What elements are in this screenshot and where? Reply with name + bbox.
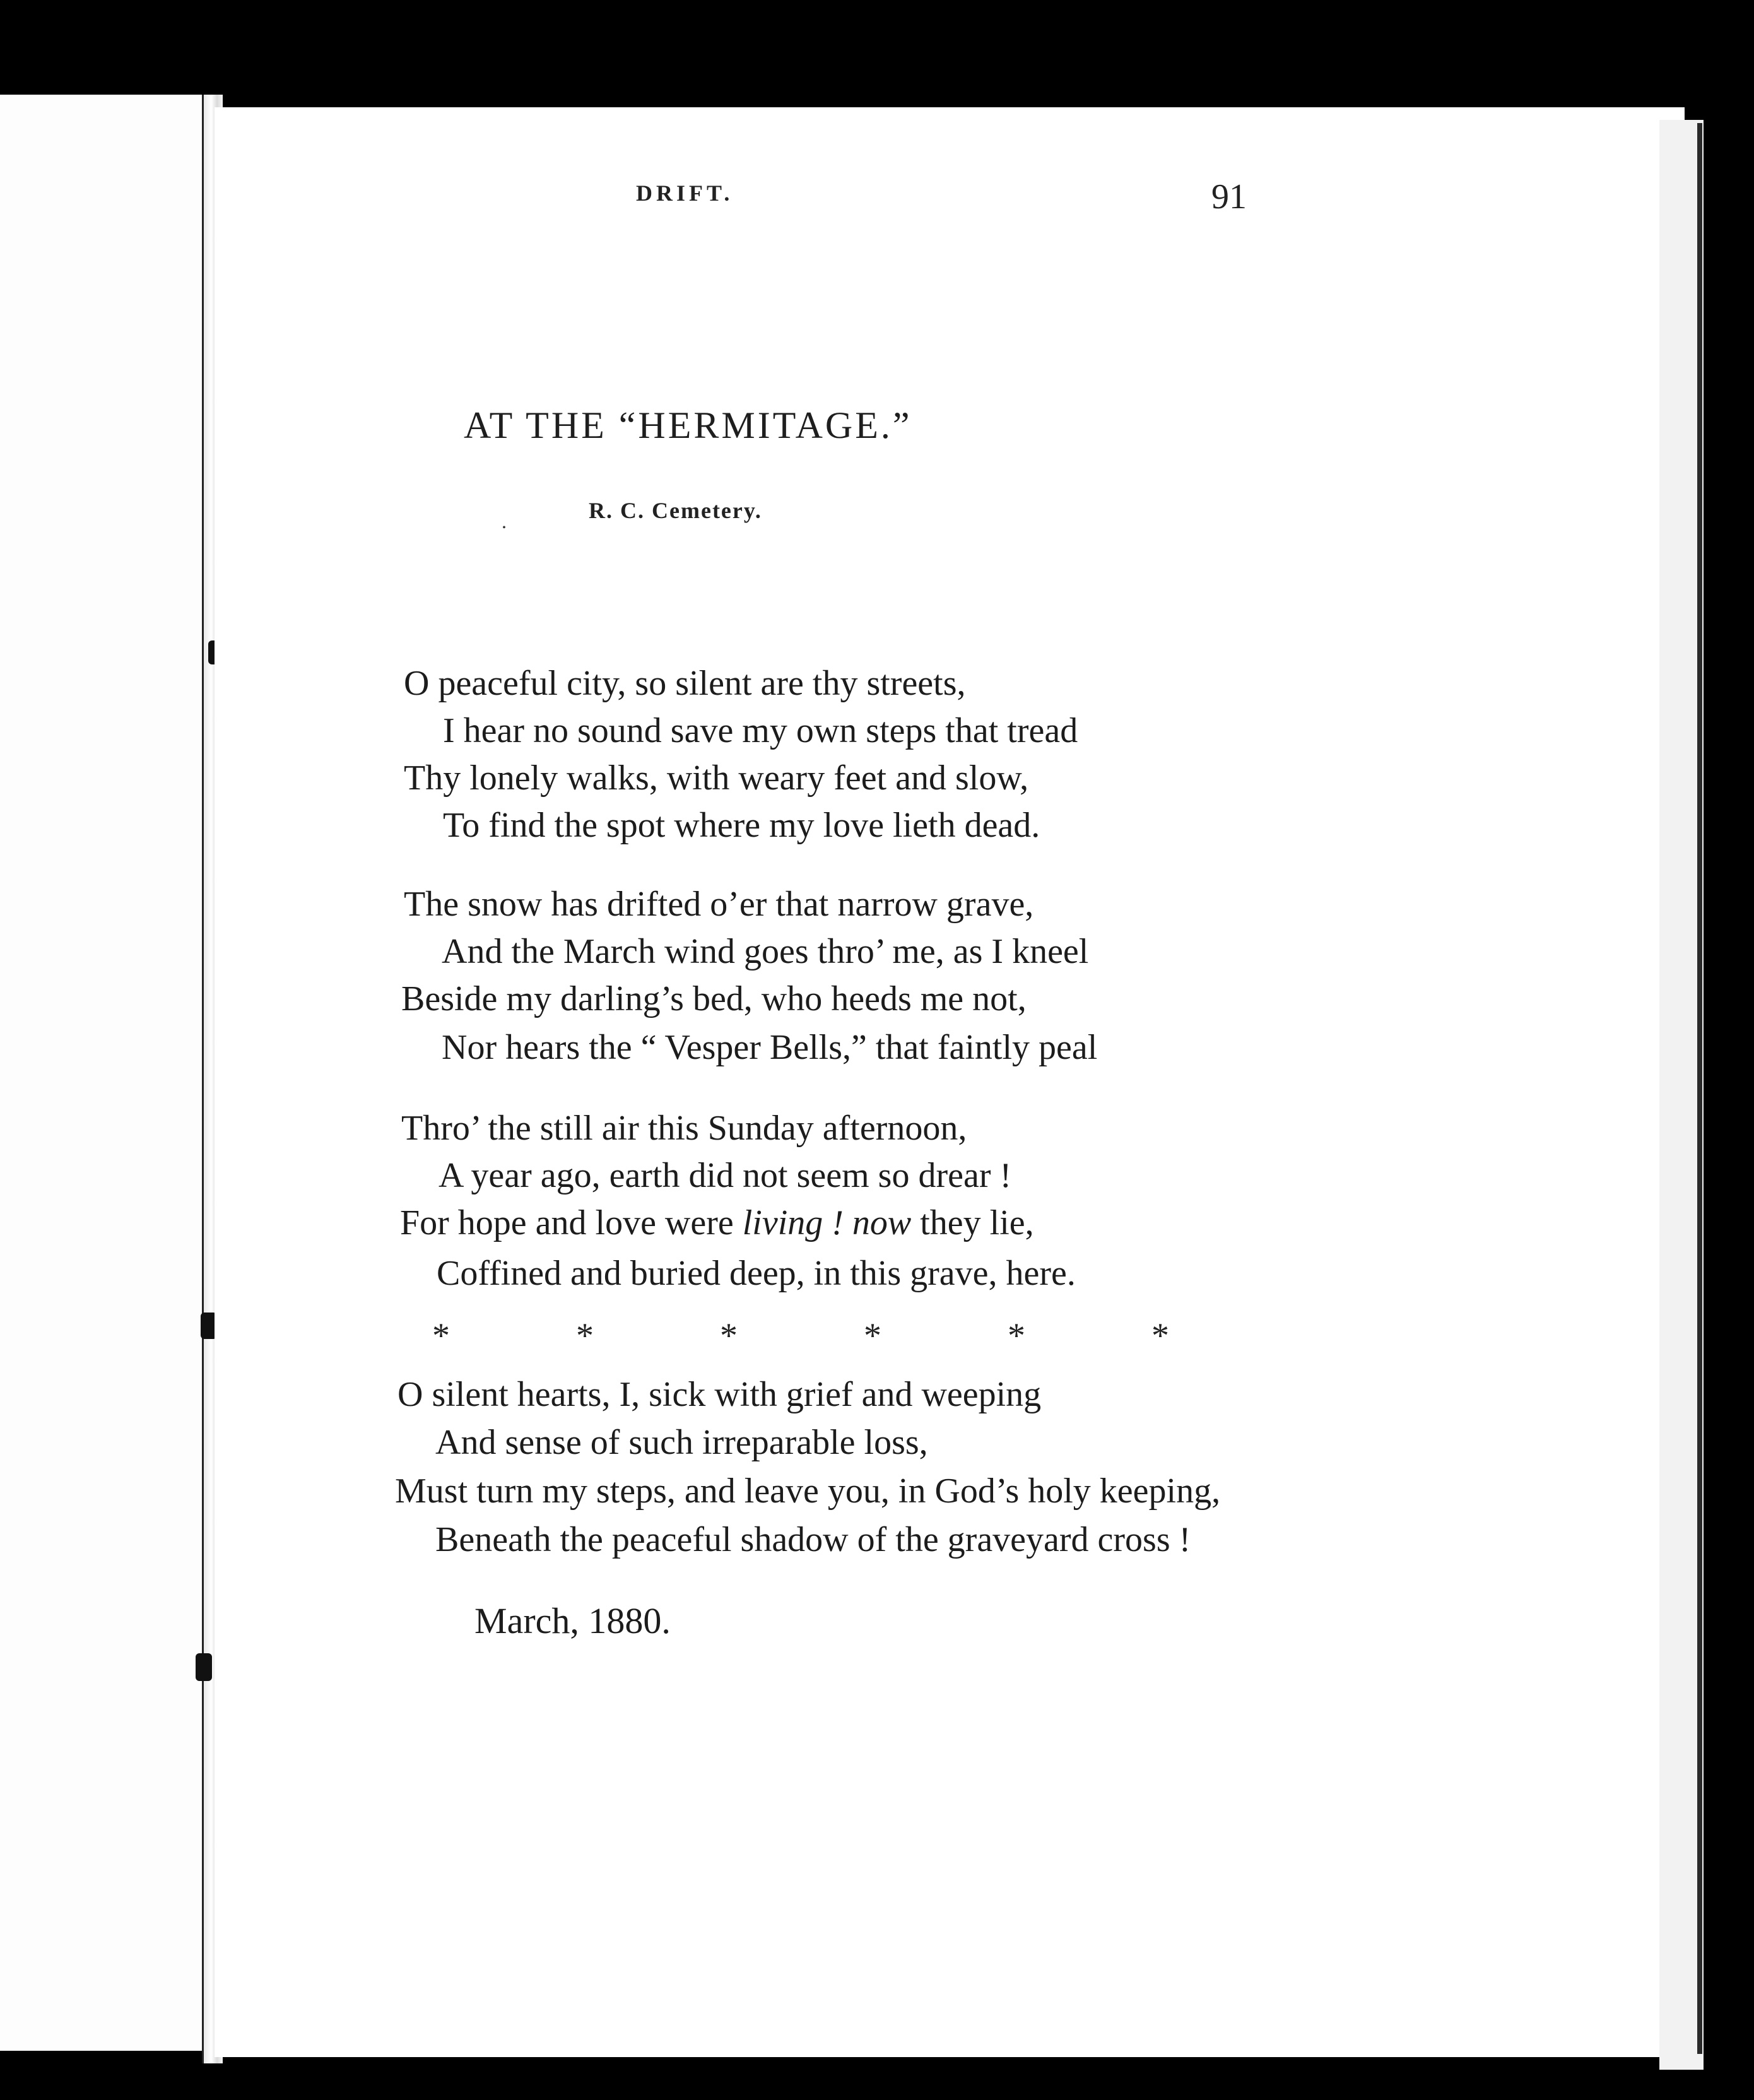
section-separator [432,1316,1295,1356]
poem-line: Beneath the peaceful shadow of the graveyard cross ! [435,1520,1191,1559]
separator-asterisk: * [720,1316,738,1355]
stray-mark: . [502,510,507,533]
poem-line: And sense of such irreparable loss, [435,1423,928,1462]
poem-subtitle: R. C. Cemetery. [589,498,762,523]
poem-line: And the March wind goes thro’ me, as I kneel [442,932,1089,971]
separator-asterisk: * [1008,1316,1025,1355]
poem-line-mixed [400,1205,1034,1241]
binding-stitch [196,1653,212,1681]
book-page [215,107,1685,2057]
separator-asterisk: * [432,1316,450,1355]
separator-asterisk: * [1151,1316,1169,1355]
poem-line: To find the spot where my love lieth dead. [443,806,1040,845]
poem-line: The snow has drifted o’er that narrow grave, [404,885,1034,924]
poem-line-italic: living ! now [742,1203,912,1242]
page-number: 91 [1211,177,1247,216]
poem-line: Coffined and buried deep, in this grave, here. [437,1254,1076,1293]
poem-date: March, 1880. [474,1600,671,1641]
facing-page-edge [0,95,211,2051]
poem-line: A year ago, earth did not seem so drear ! [438,1156,1012,1195]
poem-line: Thro’ the still air this Sunday afternoon, [401,1109,967,1148]
poem-title: AT THE “HERMITAGE.” [464,404,912,446]
running-head: DRIFT. [636,180,734,206]
poem-line: O peaceful city, so silent are thy streets, [404,664,966,703]
poem-line: Beside my darling’s bed, who heeds me not, [401,979,1027,1018]
poem-line-end: they lie, [911,1203,1034,1242]
poem-line: I hear no sound save my own steps that tread [443,711,1078,750]
poem-line: Must turn my steps, and leave you, in God’s holy keeping, [395,1472,1221,1511]
page-edge-shadow [1697,123,1702,2054]
poem-line: O silent hearts, I, sick with grief and weeping [397,1375,1042,1414]
poem-line-start: For hope and love were [400,1203,743,1242]
poem-line: Nor hears the “ Vesper Bells,” that faintly peal [442,1028,1098,1067]
poem-line: Thy lonely walks, with weary feet and slow, [404,758,1029,798]
separator-asterisk: * [864,1316,881,1355]
separator-asterisk: * [576,1316,594,1355]
